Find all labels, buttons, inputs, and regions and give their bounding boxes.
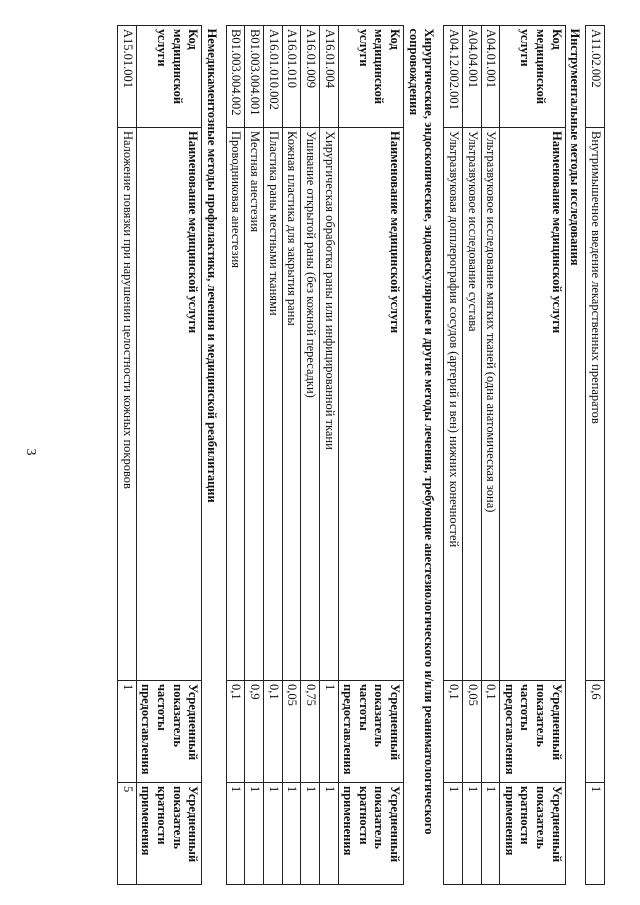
header-multiplicity-line: кратности xyxy=(155,786,169,845)
table-row xyxy=(118,26,137,885)
header-code-line: Код xyxy=(186,29,201,50)
multiplicity-value: 1 xyxy=(264,783,283,885)
service-name: Ушивание открытой раны (без кожной пересадки) xyxy=(301,128,320,681)
table-row xyxy=(586,26,605,885)
section-title: Инструментальные методы исследования xyxy=(568,28,583,266)
service-name: Ультразвуковое исследование мягких тканей (одна анатомическая зона) xyxy=(481,128,500,681)
page-number: 3 xyxy=(23,448,38,456)
services-table xyxy=(117,25,605,885)
table-row xyxy=(301,26,320,885)
services-table-document xyxy=(85,25,605,885)
header-frequency-line: Усредненный xyxy=(549,684,564,761)
header-frequency-line: Усредненный xyxy=(186,684,201,761)
header-row xyxy=(500,26,566,885)
service-name: Ультразвуковая допплерография сосудов (артерий и вен) нижних конечностей xyxy=(444,128,463,681)
service-code: A16.01.009 xyxy=(301,26,320,128)
header-multiplicity xyxy=(338,783,404,885)
header-code xyxy=(338,26,404,128)
service-code: A16.01.004 xyxy=(320,26,339,128)
service-code: A15.01.001 xyxy=(118,26,137,128)
header-frequency-line: предоставления xyxy=(139,684,154,775)
frequency-value: 0,9 xyxy=(245,681,264,783)
header-frequency xyxy=(136,681,202,783)
service-name: Проводниковая анестезия xyxy=(226,128,245,681)
frequency-value: 0,05 xyxy=(282,681,301,783)
frequency-value: 0,1 xyxy=(444,681,463,783)
header-frequency-line: показатель xyxy=(534,684,549,747)
section-title: Хирургические, эндоскопические, эндоваскулярные и другие методы лечения, требующие анестезиологического и/или реаниматологического сопровождения xyxy=(406,28,437,835)
service-code: A16.01.010 xyxy=(282,26,301,128)
header-name: Наименование медицинской услуги xyxy=(500,128,566,681)
frequency-value: 1 xyxy=(118,681,137,783)
multiplicity-value: 1 xyxy=(463,783,482,885)
header-frequency-line: предоставления xyxy=(502,684,517,775)
service-name: Внутримышечное введение лекарственных препаратов xyxy=(586,128,605,681)
header-frequency xyxy=(500,681,566,783)
header-multiplicity xyxy=(500,783,566,885)
header-multiplicity-line: кратности xyxy=(518,786,533,845)
header-code-line: медицинской xyxy=(170,29,185,105)
table-row xyxy=(282,26,301,885)
header-frequency-line: частоты xyxy=(518,684,533,731)
frequency-value: 1 xyxy=(320,681,339,783)
header-row xyxy=(338,26,404,885)
service-code: A04.12.002.001 xyxy=(444,26,463,128)
service-code: A16.01.010.002 xyxy=(264,26,283,128)
header-code-line: услуги xyxy=(518,29,533,67)
section-gap xyxy=(222,26,227,885)
header-code xyxy=(500,26,566,128)
frequency-value: 0,1 xyxy=(481,681,500,783)
service-code: B01.003.004.001 xyxy=(245,26,264,128)
header-code xyxy=(136,26,202,128)
multiplicity-value: 1 xyxy=(282,783,301,885)
table-row xyxy=(226,26,245,885)
service-name: Местная анестезия xyxy=(245,128,264,681)
header-multiplicity-line: показатель xyxy=(534,786,549,849)
header-frequency-line: частоты xyxy=(155,684,169,731)
header-frequency-line: показатель xyxy=(372,684,387,747)
service-code: A11.02.002 xyxy=(586,26,605,128)
header-code-line: медицинской xyxy=(372,29,387,105)
header-multiplicity-line: показатель xyxy=(372,786,387,849)
header-code-line: Код xyxy=(388,29,403,50)
multiplicity-value: 1 xyxy=(301,783,320,885)
section-title-row xyxy=(404,26,440,885)
multiplicity-value: 1 xyxy=(586,783,605,885)
header-multiplicity-line: применения xyxy=(139,786,154,856)
header-frequency-line: частоты xyxy=(356,684,371,731)
section-title-row xyxy=(202,26,222,885)
frequency-value: 0,05 xyxy=(463,681,482,783)
frequency-value: 0,75 xyxy=(301,681,320,783)
header-multiplicity-line: Усредненный xyxy=(388,786,403,863)
multiplicity-value: 5 xyxy=(118,783,137,885)
frequency-value: 0,1 xyxy=(264,681,283,783)
header-multiplicity xyxy=(136,783,202,885)
section-title: Немедикаментозные методы профилактики, лечения и медицинской реабилитации xyxy=(204,28,219,503)
service-name: Кожная пластика для закрытия раны xyxy=(282,128,301,681)
service-name: Наложение повязки при нарушении целостности кожных покровов xyxy=(118,128,137,681)
header-frequency xyxy=(338,681,404,783)
section-gap xyxy=(439,26,444,885)
header-multiplicity-line: кратности xyxy=(356,786,371,845)
header-frequency-line: Усредненный xyxy=(388,684,403,761)
header-code-line: услуги xyxy=(155,29,169,67)
header-multiplicity-line: Усредненный xyxy=(186,786,201,863)
table-row xyxy=(320,26,339,885)
service-name: Ультразвуковое исследование сустава xyxy=(463,128,482,681)
service-name: Хирургическая обработка раны или инфицированной ткани xyxy=(320,128,339,681)
header-multiplicity-line: применения xyxy=(341,786,356,856)
header-frequency-line: показатель xyxy=(170,684,185,747)
service-name: Пластика раны местными тканями xyxy=(264,128,283,681)
table-row xyxy=(481,26,500,885)
header-multiplicity-line: показатель xyxy=(170,786,185,849)
header-code-line: услуги xyxy=(356,29,371,67)
header-code-line: Код xyxy=(549,29,564,50)
multiplicity-value: 1 xyxy=(226,783,245,885)
table-row xyxy=(463,26,482,885)
multiplicity-value: 1 xyxy=(245,783,264,885)
header-frequency-line: предоставления xyxy=(341,684,356,775)
header-multiplicity-line: применения xyxy=(502,786,517,856)
header-name: Наименование медицинской услуги xyxy=(136,128,202,681)
multiplicity-value: 1 xyxy=(320,783,339,885)
frequency-value: 0,6 xyxy=(586,681,605,783)
service-code: A04.04.001 xyxy=(463,26,482,128)
header-code-line: медицинской xyxy=(534,29,549,105)
gap-cell xyxy=(439,26,444,885)
service-code: A04.01.001 xyxy=(481,26,500,128)
table-row xyxy=(444,26,463,885)
multiplicity-value: 1 xyxy=(481,783,500,885)
header-multiplicity-line: Усредненный xyxy=(549,786,564,863)
table-row xyxy=(264,26,283,885)
header-row xyxy=(136,26,202,885)
header-name: Наименование медицинской услуги xyxy=(338,128,404,681)
section-title-row xyxy=(565,26,586,885)
gap-cell xyxy=(222,26,227,885)
table-row xyxy=(245,26,264,885)
frequency-value: 0,1 xyxy=(226,681,245,783)
service-code: B01.003.004.002 xyxy=(226,26,245,128)
multiplicity-value: 1 xyxy=(444,783,463,885)
